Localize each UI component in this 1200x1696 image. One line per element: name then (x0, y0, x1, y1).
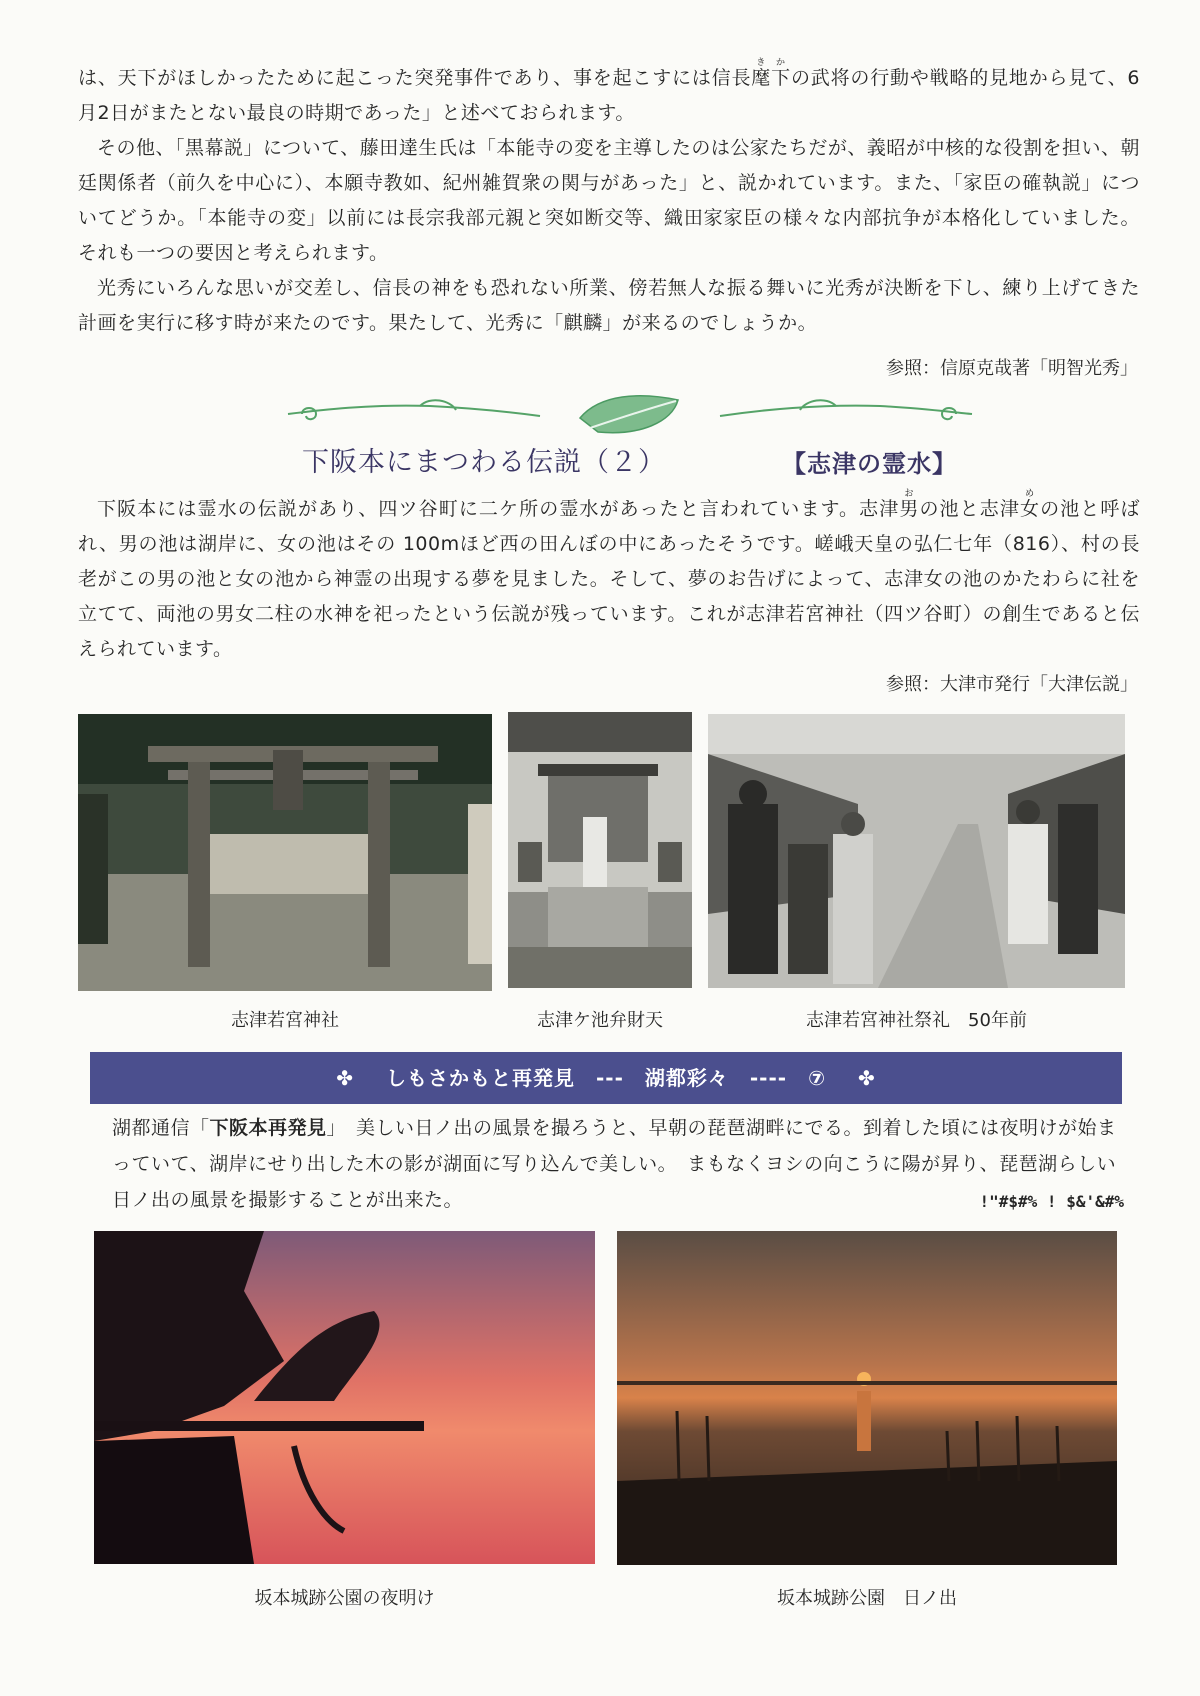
legend-text-b: の池と志津 (919, 498, 1020, 520)
photo-benzaiten (508, 712, 692, 988)
reference-2: 参照：大津市発行「大津伝説」 (886, 674, 1138, 695)
intro-article (78, 58, 1140, 341)
paragraph-1 (78, 58, 1140, 131)
paragraph-2: その他、「黒幕説」について、藤田達生氏は「本能寺の変を主導したのは公家たちだが、義昭が中核的な役割を担い、朝廷関係者（前久を中心に）、本願寺教如、紀州雑賀衆の関与があった」と、説かれています。また、「家臣の確執説」についてどうか。「本能寺の変」以前には長宗我部元親と突如断交等、織田家家臣の様々な内部抗争が本格化していました。それも一つの要因と考えられます。 (78, 137, 1140, 264)
ruby-kika-reading: きか (751, 58, 791, 68)
legend-title: 下阪本にまつわる伝説（２） (302, 447, 666, 478)
paragraph-1-text-b: の武将の行動や戦略的見地から見て、6月2日がまたとない最良の時期であった」と述べておられます。 (78, 67, 1140, 124)
kotsu-article (112, 1110, 1122, 1218)
legend-text-a: 下阪本には霊水の伝説があり、四ツ谷町に二ケ所の霊水があったと言われています。志津 (97, 498, 900, 520)
kotsu-text-bold: 下阪本再発見 (209, 1117, 327, 1139)
photo-shiga-wakamiya-shrine (78, 714, 492, 991)
banner-text: しもさかもと再発見 --- 湖都彩々 ---- ⑦ (385, 1066, 827, 1090)
ruby-kika-base: 麾下 (751, 67, 791, 89)
ruby-male (899, 489, 920, 520)
caption-photo-2: 志津ケ池弁財天 (537, 1010, 663, 1031)
legend-subtitle: 【志津の霊水】 (782, 450, 957, 478)
kotsu-text-post: 」 美しい日ノ出の風景を撮ろうと、早朝の琵琶湖畔にでる。到着した頃には夜明けが始まっていて、湖岸にせり出した木の影が湖面に写り込んで美しい。 まもなくヨシの向こうに陽が昇り、琵琶湖らしい日ノ出の風景を撮影することが出来た。 (112, 1117, 1117, 1211)
leaf-ornament (280, 388, 980, 440)
garbled-glyphs: !"#$#% ! $&'&#% (979, 1192, 1124, 1211)
ruby-female-base: 女 (1019, 498, 1041, 520)
ruby-female (1019, 489, 1041, 520)
photo-festival (708, 714, 1125, 988)
ruby-kika (751, 58, 791, 89)
ruby-male-reading: お (899, 489, 919, 499)
rediscovery-banner (90, 1052, 1122, 1104)
reference-1: 参照：信原克哉著「明智光秀」 (886, 358, 1138, 379)
photo-sunrise (617, 1231, 1117, 1565)
festival-image (708, 714, 1125, 988)
caption-sunrise: 坂本城跡公園 日ノ出 (777, 1588, 957, 1609)
banner-mark-right: ✤ (858, 1066, 876, 1090)
kotsu-text-pre: 湖都通信「 (112, 1117, 210, 1139)
torii-image (78, 714, 492, 991)
caption-photo-1: 志津若宮神社 (231, 1010, 339, 1031)
legend-text-c: の池と呼ばれ、男の池は湖岸に、女の池はその 100mほど西の田んぼの中にあったそうです。嵯峨天皇の弘仁七年（816）、村の長老がこの男の池と女の池から神霊の出現する夢を見ました。そして、夢のお告げによって、志津女の池のかたわらに社を立てて、両池の男女二柱の水神を祀ったという伝説が残っています。これが志津若宮神社（四ツ谷町）の創生であると伝えられています。 (78, 498, 1140, 660)
dawn-image (94, 1231, 595, 1564)
legend-body (78, 489, 1140, 667)
benzaiten-image (508, 712, 692, 988)
paragraph-3: 光秀にいろんな思いが交差し、信長の神をも恐れない所業、傍若無人な振る舞いに光秀が決断を下し、練り上げてきた計画を実行に移す時が来たのです。果たして、光秀に「麒麟」が来るのでしょうか。 (78, 277, 1140, 334)
photo-dawn (94, 1231, 595, 1564)
banner-mark-left: ✤ (336, 1066, 354, 1090)
paragraph-1-text-a: は、天下がほしかったために起こった突発事件であり、事を起こすには信長 (78, 67, 752, 89)
caption-photo-3: 志津若宮神社祭礼 50年前 (806, 1010, 1027, 1031)
ruby-female-reading: め (1019, 489, 1040, 499)
sunrise-image (617, 1231, 1117, 1565)
caption-dawn: 坂本城跡公園の夜明け (254, 1588, 435, 1609)
ruby-male-base: 男 (899, 498, 920, 520)
